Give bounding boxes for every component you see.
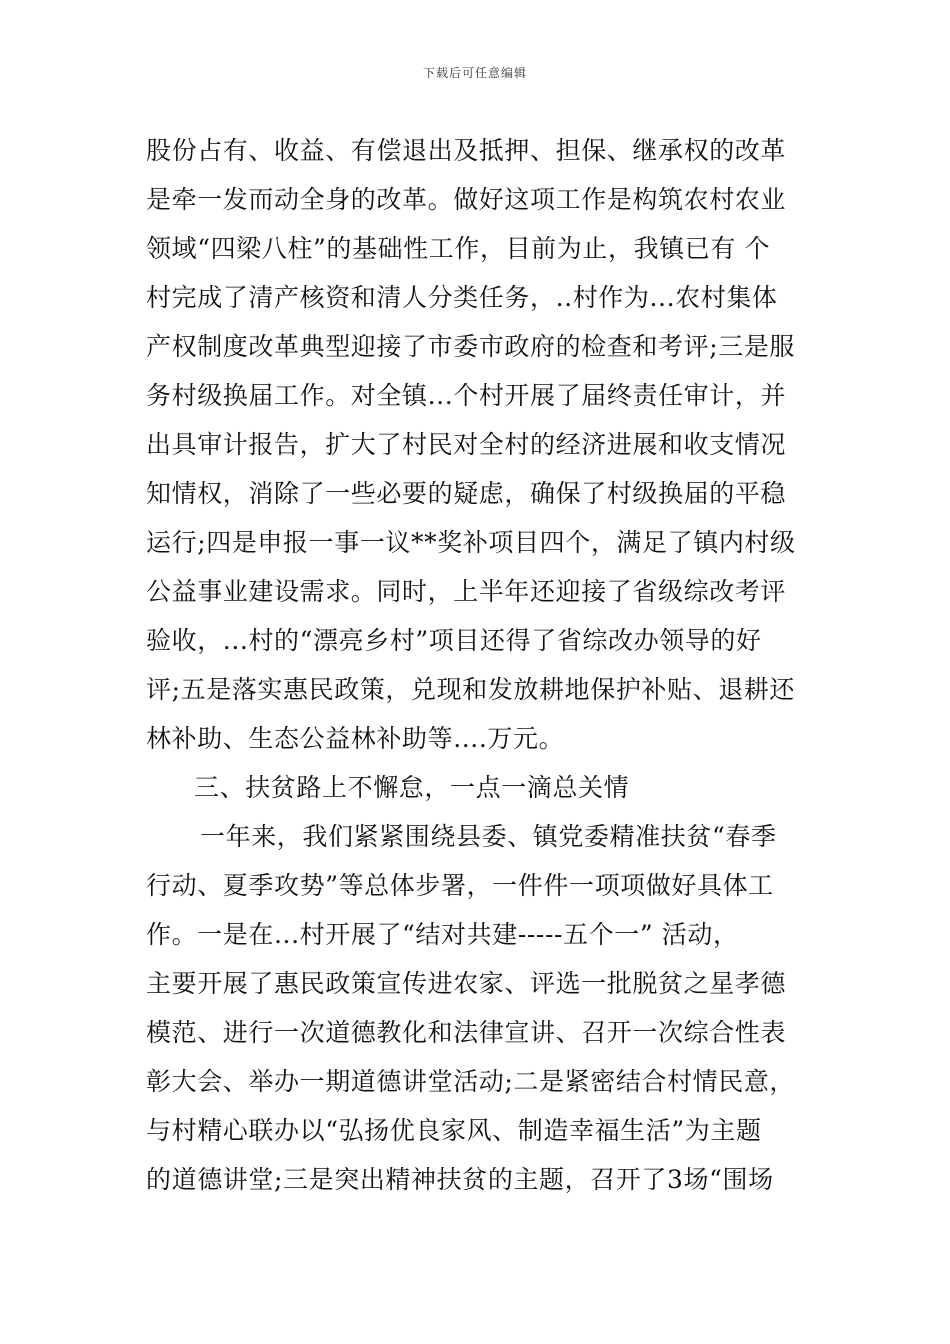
text-line: 与村精心联办以“弘扬优良家风、制造幸福生活”为主题	[146, 1116, 762, 1145]
paragraph-first-line: 一年来，我们紧紧围绕县委、镇党委精准扶贫“春季	[200, 822, 777, 851]
page-header: 下载后可任意编辑	[422, 66, 527, 80]
text-line: 的道德讲堂;三是突出精神扶贫的主题，召开了3场“围场	[146, 1165, 774, 1194]
text-line: 行动、夏季攻势”等总体步署，一件件一项项做好具体工	[146, 871, 774, 900]
text-line: 务村级换届工作。对全镇...个村开展了届终责任审计，并	[146, 381, 787, 410]
text-line: 林补助、生态公益林补助等....万元。	[146, 724, 565, 753]
text-line: 验收，...村的“漂亮乡村”项目还得了省综改办领导的好	[146, 626, 762, 655]
text-line: 评;五是落实惠民政策，兑现和发放耕地保护补贴、退耕还	[146, 675, 796, 704]
text-line: 主要开展了惠民政策宣传进农家、评选一批脱贫之星孝德	[146, 969, 787, 998]
text-line: 村完成了清产核资和清人分类任务，..村作为...农村集体	[146, 283, 778, 312]
section-heading: 三、扶贫路上不懈怠，一点一滴总关情	[194, 773, 630, 802]
text-line: 彰大会、举办一期道德讲堂活动;二是紧密结合村情民意，	[146, 1067, 796, 1096]
text-line: 运行;四是申报一事一议**奖补项目四个，满足了镇内村级	[146, 528, 796, 557]
text-line: 模范、进行一次道德教化和法律宣讲、召开一次综合性表	[146, 1018, 787, 1047]
text-line: 出具审计报告，扩大了村民对全村的经济进展和收支情况	[146, 430, 787, 459]
document-body	[146, 126, 806, 1204]
text-line: 领域“四梁八柱”的基础性工作，目前为止，我镇已有 个	[146, 234, 771, 263]
text-line: 作。一是在...村开展了“结对共建-----五个一” 活动，	[146, 920, 739, 949]
text-line: 知情权，消除了一些必要的疑虑，确保了村级换届的平稳	[146, 479, 787, 508]
text-line: 股份占有、收益、有偿退出及抵押、担保、继承权的改革	[146, 136, 787, 165]
text-line: 公益事业建设需求。同时，上半年还迎接了省级综改考评	[146, 577, 787, 606]
text-line: 产权制度改革典型迎接了市委市政府的检查和考评;三是服	[146, 332, 796, 361]
text-line: 是牵一发而动全身的改革。做好这项工作是构筑农村农业	[146, 185, 787, 214]
